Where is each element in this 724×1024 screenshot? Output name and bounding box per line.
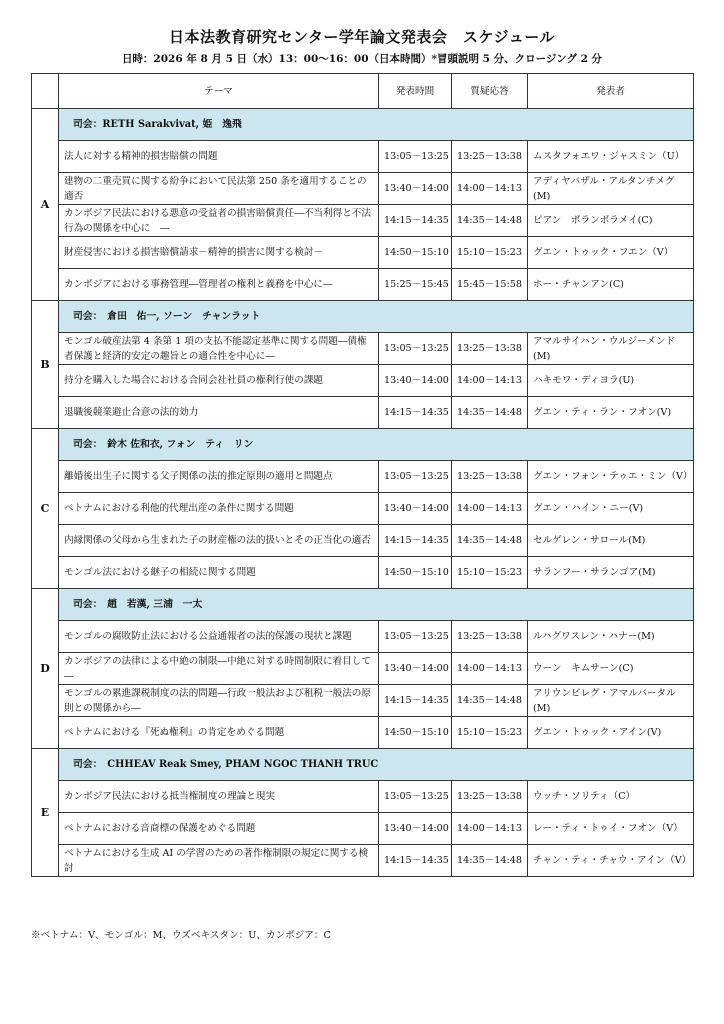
presentation-time: 14:15－14:35 xyxy=(379,397,452,429)
presentation-time: 13:40－14:00 xyxy=(379,365,452,397)
table-row xyxy=(32,173,694,205)
qa-time: 14:00－14:13 xyxy=(452,173,528,205)
presentation-theme: 持分を購入した場合における合同会社社員の権利行使の課題 xyxy=(59,365,379,397)
schedule-body xyxy=(32,109,694,877)
table-row xyxy=(32,813,694,845)
session-label: B xyxy=(32,301,59,429)
table-row xyxy=(32,237,694,269)
session-chair: 司会：RETH Sarakvivat, 姫 逸飛 xyxy=(59,109,694,141)
presentation-theme: モンゴルの累進課税制度の法的問題―行政一般法および租税一般法の原則との関係から― xyxy=(59,685,379,717)
presentation-time: 14:50－15:10 xyxy=(379,237,452,269)
presentation-theme: モンゴルの腐敗防止法における公益通報者の法的保護の現状と課題 xyxy=(59,621,379,653)
qa-time: 14:00－14:13 xyxy=(452,813,528,845)
presentation-theme: ベトナムにおける生成 AI の学習のための著作権制限の規定に関する検討 xyxy=(59,845,379,877)
presentation-theme: 法人に対する精神的損害賠償の問題 xyxy=(59,141,379,173)
presentation-time: 13:05－13:25 xyxy=(379,461,452,493)
presenter-name: ルハグワスレン・ハナー(M) xyxy=(528,621,694,653)
presentation-theme: 離婚後出生子に関する父子関係の法的推定原則の適用と問題点 xyxy=(59,461,379,493)
qa-time: 14:35－14:48 xyxy=(452,685,528,717)
qa-time: 13:25－13:38 xyxy=(452,333,528,365)
table-row xyxy=(32,685,694,717)
presentation-time: 13:05－13:25 xyxy=(379,781,452,813)
table-row xyxy=(32,525,694,557)
qa-time: 14:00－14:13 xyxy=(452,653,528,685)
presentation-time: 13:40－14:00 xyxy=(379,653,452,685)
table-row xyxy=(32,365,694,397)
session-label: A xyxy=(32,109,59,301)
qa-time: 13:25－13:38 xyxy=(452,141,528,173)
presentation-time: 14:50－15:10 xyxy=(379,557,452,589)
presenter-name: ウーン キムサーン(C) xyxy=(528,653,694,685)
table-row xyxy=(32,333,694,365)
schedule-datetime: 日時：2026 年 8 月 5 日（水）13：00〜16：00（日本時間）*冒頭説明 5 分、クロージング 2 分 xyxy=(121,53,603,65)
presentation-theme: モンゴル破産法第 4 条第 1 項の支払不能認定基準に関する問題―債権者保護と経済的安定の趣旨との適合性を中心に― xyxy=(59,333,379,365)
presenter-column-header: 発表者 xyxy=(528,74,694,109)
qa-time: 15:45－15:58 xyxy=(452,269,528,301)
presentation-time: 14:15－14:35 xyxy=(379,845,452,877)
presentation-theme: カンボジア民法における抵当権制度の理論と現実 xyxy=(59,781,379,813)
presentation-time: 13:40－14:00 xyxy=(379,813,452,845)
presenter-name: グエン・トゥック・フエン（V） xyxy=(528,237,694,269)
presentation-time: 14:15－14:35 xyxy=(379,685,452,717)
table-row xyxy=(32,557,694,589)
table-row xyxy=(32,845,694,877)
table-row xyxy=(32,781,694,813)
theme-column-header: テーマ xyxy=(59,74,379,109)
page-title: 日本法教育研究センター学年論文発表会 スケジュール xyxy=(168,28,555,46)
presenter-name: アマルサイハン・ウルジーメンド(M) xyxy=(528,333,694,365)
session-chair-row xyxy=(32,429,694,461)
table-header-row xyxy=(32,74,694,109)
qa-time: 13:25－13:38 xyxy=(452,461,528,493)
presentation-time: 13:40－14:00 xyxy=(379,173,452,205)
qa-time: 13:25－13:38 xyxy=(452,781,528,813)
table-row xyxy=(32,205,694,237)
presentation-time: 14:50－15:10 xyxy=(379,717,452,749)
qa-time: 14:00－14:13 xyxy=(452,365,528,397)
presenter-name: レー・ティ・トゥイ・フオン（V） xyxy=(528,813,694,845)
presenter-name: ウッチ・ソリティ（C） xyxy=(528,781,694,813)
qa-time: 15:10－15:23 xyxy=(452,237,528,269)
presenter-name: ムスタフォエワ・ジャスミン（U） xyxy=(528,141,694,173)
session-chair-row xyxy=(32,301,694,333)
qa-time: 14:00－14:13 xyxy=(452,493,528,525)
country-code-footnote: ※ベトナム：V、モンゴル：M、ウズベキスタン：U、カンボジア：C xyxy=(31,930,331,941)
qa-time: 15:10－15:23 xyxy=(452,717,528,749)
presenter-name: グエン・ティ・ラン・フオン(V) xyxy=(528,397,694,429)
session-column-header xyxy=(32,74,59,109)
presentation-theme: モンゴル法における継子の相続に関する問題 xyxy=(59,557,379,589)
presentation-time: 15:25－15:45 xyxy=(379,269,452,301)
session-label: D xyxy=(32,589,59,749)
session-label: E xyxy=(32,749,59,877)
presenter-name: セルゲレン・サロール(M) xyxy=(528,525,694,557)
qa-time: 14:35－14:48 xyxy=(452,525,528,557)
schedule-table xyxy=(31,73,694,877)
session-chair: 司会： 鈴木 佐和衣, フォン ティ リン xyxy=(59,429,694,461)
presentation-theme: 内縁関係の父母から生まれた子の財産権の法的扱いとその正当化の適否 xyxy=(59,525,379,557)
presentation-time: 14:15－14:35 xyxy=(379,205,452,237)
presentation-theme: カンボジア民法における悪意の受益者の損害賠償責任―不当利得と不法行為の関係を中心に ― xyxy=(59,205,379,237)
table-row xyxy=(32,397,694,429)
qa-time: 15:10－15:23 xyxy=(452,557,528,589)
presentation-theme: ベトナムにおける音商標の保護をめぐる問題 xyxy=(59,813,379,845)
qa-time: 13:25－13:38 xyxy=(452,621,528,653)
presenter-name: グエン・トゥック・アイン(V) xyxy=(528,717,694,749)
session-chair-row xyxy=(32,589,694,621)
presentation-time: 14:15－14:35 xyxy=(379,525,452,557)
presentation-time-column-header: 発表時間 xyxy=(379,74,452,109)
presenter-name: アディヤバザル・アルタンチメグ(M) xyxy=(528,173,694,205)
table-row xyxy=(32,653,694,685)
presentation-time: 13:05－13:25 xyxy=(379,141,452,173)
table-row xyxy=(32,493,694,525)
presentation-theme: 退職後競業避止合意の法的効力 xyxy=(59,397,379,429)
presenter-name: ホー・チャンアン(C) xyxy=(528,269,694,301)
qa-time: 14:35－14:48 xyxy=(452,205,528,237)
table-row xyxy=(32,621,694,653)
session-label: C xyxy=(32,429,59,589)
qa-time-column-header: 質疑応答 xyxy=(452,74,528,109)
presentation-theme: カンボジアの法律による中絶の制限―中絶に対する時間制限に着目して― xyxy=(59,653,379,685)
table-row xyxy=(32,461,694,493)
table-row xyxy=(32,141,694,173)
presentation-theme: ベトナムにおける『死ぬ権利』の肯定をめぐる問題 xyxy=(59,717,379,749)
presentation-theme: カンボジアにおける事務管理―管理者の権利と義務を中心に― xyxy=(59,269,379,301)
presentation-time: 13:05－13:25 xyxy=(379,621,452,653)
presentation-theme: ベトナムにおける利他的代理出産の条件に関する問題 xyxy=(59,493,379,525)
presenter-name: チャン・ティ・チャウ・アイン（V） xyxy=(528,845,694,877)
presenter-name: ハキモワ・ディヨラ(U) xyxy=(528,365,694,397)
presentation-theme: 財産侵害における損害賠償請求－精神的損害に関する検討－ xyxy=(59,237,379,269)
presenter-name: ピアン ボランボラメイ(C) xyxy=(528,205,694,237)
presenter-name: グエン・フォン・テゥエ・ミン（V） xyxy=(528,461,694,493)
table-row xyxy=(32,269,694,301)
session-chair-row xyxy=(32,109,694,141)
session-chair: 司会： CHHEAV Reak Smey, PHAM NGOC THANH TRUC xyxy=(59,749,694,781)
qa-time: 14:35－14:48 xyxy=(452,397,528,429)
presenter-name: サランフー・サランゴア(M) xyxy=(528,557,694,589)
presenter-name: グエン・ハイン・ニー(V) xyxy=(528,493,694,525)
qa-time: 14:35－14:48 xyxy=(452,845,528,877)
table-row xyxy=(32,717,694,749)
session-chair: 司会： 趙 若漢, 三浦 一太 xyxy=(59,589,694,621)
presenter-name: アリウンビレグ・アマルバータル(M) xyxy=(528,685,694,717)
presentation-time: 13:40－14:00 xyxy=(379,493,452,525)
session-chair: 司会： 倉田 佑一, ソーン チャンラット xyxy=(59,301,694,333)
session-chair-row xyxy=(32,749,694,781)
presentation-theme: 建物の二重売買に関する紛争において民法第 250 条を適用することの適否 xyxy=(59,173,379,205)
presentation-time: 13:05－13:25 xyxy=(379,333,452,365)
